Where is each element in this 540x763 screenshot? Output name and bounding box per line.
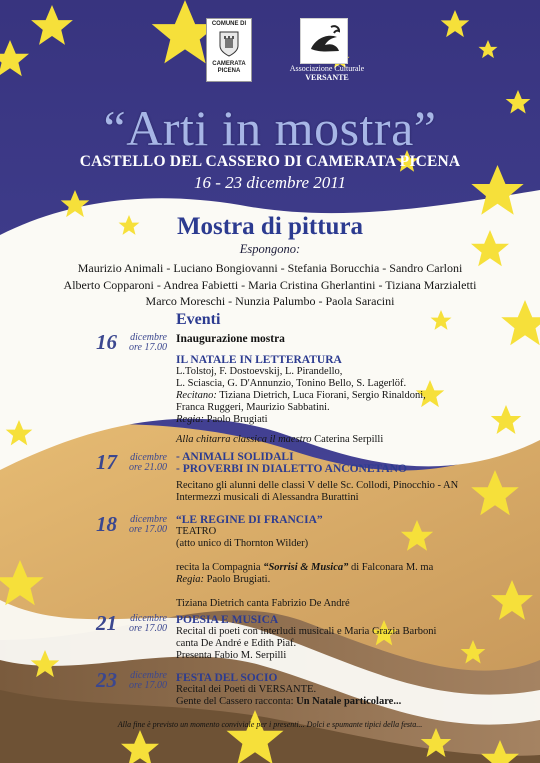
- event-month: dicembre: [130, 452, 167, 463]
- association-label: Associazione Culturale: [289, 64, 365, 73]
- event-title: - ANIMALI SOLIDALI: [176, 451, 294, 463]
- event-month: dicembre: [130, 670, 167, 681]
- event-line: canta De André e Edith Piaf.: [176, 638, 297, 649]
- comune-name-2: PICENA: [217, 68, 241, 74]
- event-dates: 16 - 23 dicembre 2011: [193, 173, 347, 192]
- exhibition-heading: Mostra di pittura: [176, 213, 364, 240]
- comune-name: CAMERATA: [212, 61, 246, 67]
- event-line: Franca Ruggeri, Maurizio Sabbatini.: [176, 402, 330, 413]
- comune-logo: [206, 18, 252, 82]
- event-line: Un Natale particolare...: [296, 696, 402, 707]
- event-18: [176, 514, 516, 610]
- event-line: Recital dei Poeti di VERSANTE.: [176, 684, 317, 695]
- event-line: L. Sciascia, G. D'Annunzio, Tonino Bello, S. Lagerlöf.: [176, 378, 407, 389]
- event-line: Tiziana Dietrich, Luca Fiorani, Sergio Rinaldoni,: [219, 390, 426, 401]
- versante-logo: [300, 18, 348, 64]
- company-name: “Sorrisi & Musica”: [263, 562, 349, 573]
- artists-line: Alberto Copparoni - Andrea Fabietti - Maria Cristina Gherlantini - Tiziana Marzialetti: [63, 277, 477, 292]
- event-time: ore 17.00: [129, 680, 167, 691]
- event-time: ore 17.00: [129, 623, 167, 634]
- artists-list: [30, 260, 510, 310]
- page-title: “Arti in mostra”: [103, 100, 437, 156]
- event-21: [176, 614, 516, 662]
- footer-note: Alla fine è previsto un momento conviviale per i presenti... Dolci e spumante tipici della festa...: [117, 720, 423, 729]
- event-label: Regia:: [176, 414, 204, 425]
- event-day: 21: [96, 611, 117, 635]
- event-title: IL NATALE IN LETTERATURA: [176, 354, 342, 366]
- swan-icon: [301, 19, 347, 63]
- event-day: 17: [96, 450, 117, 474]
- event-date-time: [123, 453, 167, 473]
- events-heading: Eventi: [176, 311, 221, 328]
- artists-line: Maurizio Animali - Luciano Bongiovanni - Stefania Borucchia - Sandro Carloni: [77, 261, 463, 275]
- event-line: recita la Compagnia: [176, 562, 261, 573]
- event-date-time: [123, 515, 167, 535]
- event-date-time: [123, 614, 167, 634]
- event-16: [176, 333, 516, 446]
- event-month: dicembre: [130, 332, 167, 343]
- event-line: Intermezzi musicali di Alessandra Burattini: [176, 492, 359, 503]
- event-line: Alla chitarra classica il maestro: [176, 434, 312, 445]
- event-line: Gente del Cassero racconta:: [176, 696, 294, 707]
- venue: CASTELLO DEL CASSERO DI CAMERATA PICENA: [79, 153, 461, 170]
- event-line: Recitano gli alunni delle classi V delle Sc. Collodi, Pinocchio - AN: [176, 480, 459, 491]
- event-date-time: [123, 671, 167, 691]
- event-time: ore 17.00: [129, 342, 167, 353]
- event-line: di Falconara M. ma: [351, 562, 434, 573]
- event-17: [176, 451, 516, 504]
- event-day: 18: [96, 512, 117, 536]
- event-time: ore 17.00: [129, 524, 167, 535]
- event-line: TEATRO: [176, 526, 217, 537]
- event-time: ore 21.00: [129, 462, 167, 473]
- association-name: [277, 64, 377, 82]
- event-label: Regia:: [176, 574, 204, 585]
- event-day: 16: [96, 330, 117, 354]
- exhibition-subheading: Espongono:: [239, 242, 301, 256]
- event-title: “LE REGINE DI FRANCIA”: [176, 514, 323, 526]
- event-line: Tiziana Dietrich canta Fabrizio De André: [176, 598, 350, 609]
- event-title: POESIA E MUSICA: [176, 614, 279, 626]
- crest-icon: [218, 30, 240, 58]
- event-line: Inaugurazione mostra: [176, 333, 285, 345]
- artists-line: Marco Moreschi - Nunzia Palumbo - Paola Saracini: [145, 294, 395, 308]
- event-day: 23: [96, 668, 117, 692]
- event-label: Recitano:: [176, 390, 217, 401]
- event-title: FESTA DEL SOCIO: [176, 672, 278, 684]
- comune-label: COMUNE DI: [211, 21, 247, 27]
- event-line: Caterina Serpilli: [314, 434, 384, 445]
- association-title: VERSANTE: [305, 73, 349, 82]
- event-line: Paolo Brugiati.: [206, 574, 271, 585]
- event-line: (atto unico di Thornton Wilder): [176, 538, 309, 549]
- event-23: [176, 672, 516, 708]
- event-month: dicembre: [130, 613, 167, 624]
- event-line: Presenta Fabio M. Serpilli: [176, 650, 287, 661]
- event-line: L.Tolstoj, F. Dostoevskij, L. Pirandello,: [176, 366, 343, 377]
- event-title: - PROVERBI IN DIALETTO ANCONETANO: [176, 463, 407, 475]
- event-line: Recital di poeti con interludi musicali e Maria Grazia Barboni: [176, 626, 437, 637]
- event-month: dicembre: [130, 514, 167, 525]
- event-date-time: [123, 333, 167, 353]
- event-line: Paolo Brugiati: [206, 414, 268, 425]
